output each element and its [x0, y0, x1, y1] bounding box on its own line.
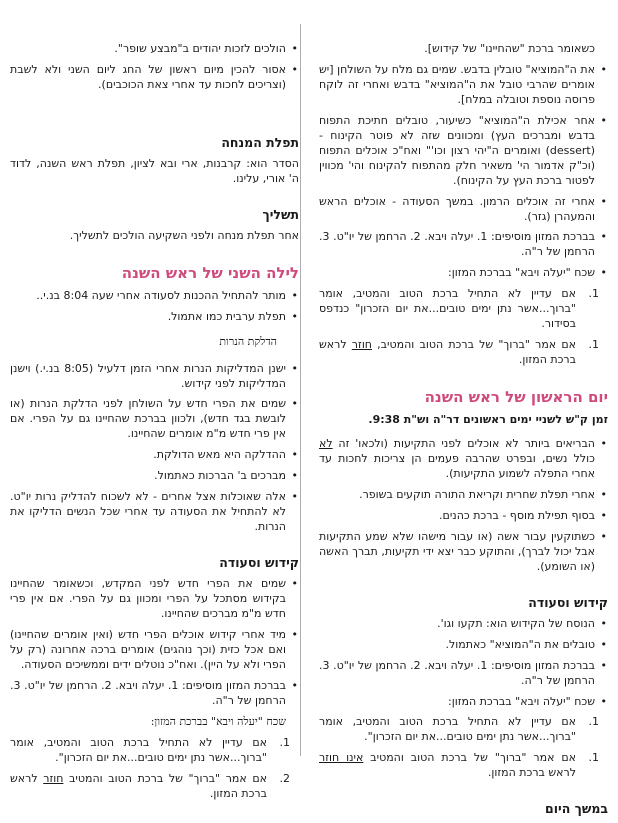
numbered-item	[319, 287, 608, 332]
text-run: אם עדיין לא התחיל ברכת הטוב והמטיב, אומר "ברוך...אשר נתן ימים טובים...את יום הזכרון".	[319, 715, 576, 744]
text-run: אם אמר "ברוך" של ברכת הטוב והמטיב,	[372, 338, 576, 352]
text-run: בברכת המזון מוסיפים: 1. יעלה ויבא. 2. הרחמן של יו"ט. 3. הרחמן של ר"ה.	[10, 678, 287, 707]
section-subtitle	[319, 413, 608, 428]
bullet-marker: •	[291, 678, 298, 692]
text-run: בסוף תפילת מוסף - ברכת כהנים.	[439, 508, 595, 522]
section-heading-pink	[319, 388, 608, 406]
bullet-item	[319, 638, 608, 653]
item-number: 1.	[588, 338, 599, 352]
text-run: לראש ברכת המזון.	[10, 771, 267, 800]
text-run: כשאומר ברכת "שהחיינו" של קידוש].	[424, 42, 595, 55]
bullet-marker: •	[291, 397, 298, 411]
text-run: בברכת המזון מוסיפים: 1. יעלה ויבא. 2. הרחמן של יו"ט. 3. הרחמן של ר"ה.	[319, 658, 596, 687]
bullet-item	[10, 42, 299, 57]
text-run: לא	[319, 437, 333, 451]
text-run: הולכים לזכות יהודים ב"מבצע שופר".	[114, 42, 286, 55]
bullet-item	[319, 488, 608, 503]
paragraph	[10, 157, 299, 187]
note-line	[10, 715, 299, 730]
paragraph	[10, 229, 299, 244]
bullet-marker: •	[600, 487, 607, 501]
text-run: מותר להתחיל ההכנות לסעודה אחרי שעה 8:04 בנ.י..	[36, 288, 286, 302]
text-run: הדלקת הנרות	[219, 334, 277, 348]
section-heading	[10, 135, 299, 150]
bullet-item	[319, 195, 608, 225]
bullet-item	[319, 659, 608, 689]
section-heading	[10, 207, 299, 222]
continuation-paragraph	[319, 42, 608, 57]
text-run: זמן ק"ש לשניי ימים ראשונים דר"ה וש"ת 9:38.	[368, 413, 608, 427]
numbered-item	[319, 338, 608, 368]
bullet-marker: •	[291, 309, 298, 323]
bullet-item	[319, 266, 608, 281]
bullet-item	[10, 310, 299, 325]
text-run: אם אמר "ברוך" של ברכת הטוב והמטיב	[63, 771, 267, 785]
bullet-item	[319, 437, 608, 482]
text-run: אלה שאוכלות אצל אחרים - לא לשכוח להדליק נרות יו"ט. לא להתחיל את הסעודה עד אחרי שכל הנשים הדליקו את הנרות.	[10, 490, 286, 534]
bullet-item	[10, 628, 299, 673]
bullet-item	[319, 509, 608, 524]
text-run: תפלת המנחה	[221, 134, 299, 150]
text-run: חוזר	[43, 771, 64, 785]
text-run: שכח "יעלה ויבא" בברכת המזון:	[448, 266, 595, 280]
text-run: שכח "יעלה ויבא" בברכת המזון:	[448, 694, 595, 708]
column-divider-rule	[300, 24, 301, 756]
text-run: קידוש וסעודה	[219, 555, 299, 571]
bullet-marker: •	[291, 62, 298, 76]
text-run: מיד אחרי קידוש אוכלים הפרי חדש (ואין אומרים שהחיינו) ואם אכל כזית (וכך נוהגים) אומרים ברכה אחרונה (רק על הפרי ולא על היין). ואח"כ נוטלים ידים וממשיכים הסעודה.	[10, 627, 286, 671]
section-heading	[10, 555, 299, 570]
bullet-item	[319, 114, 608, 189]
bullet-marker: •	[600, 658, 607, 672]
bullet-item	[10, 448, 299, 463]
text-run: כשתוקעין עבור אשה (או עבור מישהו שלא שמע התקיעות אבל יכול לברך), והתוקע כבר יצא ידי תקיעות, תברך האשה (או השומע).	[319, 529, 595, 573]
numbered-item	[10, 772, 299, 802]
text-run: אם אמר "ברוך" של ברכת הטוב והמטיב	[363, 751, 576, 765]
numbered-item	[10, 736, 299, 766]
bullet-item	[319, 230, 608, 260]
text-run: במשך היום	[545, 801, 608, 817]
text-run: בברכת המזון מוסיפים: 1. יעלה ויבא. 2. הרחמן של יו"ט. 3. הרחמן של ר"ה.	[319, 230, 596, 259]
text-run: אחרי תפלת שחרית וקריאת התורה תוקעים בשופר.	[359, 487, 595, 501]
bullet-marker: •	[600, 529, 607, 543]
bullet-marker: •	[291, 469, 298, 483]
text-run: אחר אכילת ה"המוציא" כשיעור, טובלים חתיכת התפוח בדבש ומברכים העץ) ומכוונים שזה לא פוטר הקינוח - (dessert) ואומרים ה"יהי רצון וכו'" ואח"כ אוכלים התפוח (וכ"ק אדמור הי' משאיר חלק מהתפוח להקינוח והי' מכווין לפטור ברכת העץ על הקינוח).	[319, 113, 595, 187]
numbered-item	[319, 751, 608, 781]
bullet-marker: •	[291, 490, 298, 504]
text-run: מברכים ב' הברכות כאתמול.	[154, 469, 286, 483]
text-run: תשליך	[262, 206, 299, 222]
text-run: אחרי זה אוכלים הרמון. במשך הסעודה - אוכלים הראש והמעהרן (גזר).	[319, 194, 595, 223]
bullet-marker: •	[600, 266, 607, 280]
bullet-item	[10, 289, 299, 304]
bullet-marker: •	[600, 62, 607, 76]
bullet-marker: •	[600, 194, 607, 208]
text-run: אחר תפלת מנחה ולפני השקיעה הולכים לתשליך.	[69, 228, 299, 242]
text-run: טובלים את ה"המוציא" כאתמול.	[445, 637, 595, 651]
bullet-item	[10, 679, 299, 709]
bullet-marker: •	[600, 637, 607, 651]
column-right	[319, 42, 608, 823]
column-left	[10, 42, 299, 823]
bullet-marker: •	[600, 113, 607, 127]
text-run: אם עדיין לא התחיל ברכת הטוב והמטיב, אומר "ברוך...אשר נתן ימים טובים...את יום הזכרון" כנדפס בסידור.	[319, 287, 576, 331]
subsection-heading	[10, 335, 299, 350]
text-run: אם עדיין לא התחיל ברכת הטוב והמטיב, אומר "ברוך...אשר נתן ימים טובים...את יום הזכרון".	[10, 735, 267, 764]
bullet-marker: •	[600, 694, 607, 708]
text-run: את ה"המוציא" טובלין בדבש. שמים גם מלח על השולחן [יש אומרים שהרבי טובל את ה"המוציא" בדבש ואחרי זה לוקח פרוסה נוספת וטובלה במלח].	[319, 62, 595, 106]
bullet-marker: •	[291, 577, 298, 591]
bullet-item	[319, 617, 608, 632]
text-run: שכח "יעלה ויבא" בברכת המזון:	[150, 714, 286, 728]
bullet-marker: •	[600, 230, 607, 244]
text-run: יום הראשון של ראש השנה	[424, 388, 608, 407]
bullet-item	[10, 490, 299, 535]
bullet-item	[10, 362, 299, 392]
text-run: ישנן המדליקות הנרות אחרי הזמן דלעיל (8:05 בנ.י.) וישנן המדליקות לפני קידוש.	[10, 361, 286, 390]
text-run: תפלת ערבית כמו אתמול.	[167, 309, 286, 323]
text-run: אסור להכין מיום ראשון של החג ליום השני ולא לשבת (וצריכים לחכות עד אחרי צאת הכוכבים).	[10, 62, 286, 91]
text-run: ההדלקה היא מאש הדולקת.	[153, 448, 286, 462]
bullet-item	[319, 63, 608, 108]
bullet-marker: •	[291, 42, 298, 55]
text-run: הבריאים ביותר לא אוכלים לפני התקיעות (ולכאו' זה	[332, 437, 595, 451]
section-heading	[319, 595, 608, 610]
text-run: חוזר	[351, 338, 372, 352]
text-run: קידוש וסעודה	[528, 594, 608, 610]
item-number: 1.	[588, 751, 599, 765]
bullet-item	[319, 695, 608, 710]
section-heading-pink	[10, 264, 299, 282]
bullet-marker: •	[600, 508, 607, 522]
bullet-marker: •	[291, 627, 298, 641]
bullet-item	[10, 63, 299, 93]
bullet-marker: •	[600, 616, 607, 630]
text-run: אינו חוזר	[319, 751, 364, 765]
numbered-item	[319, 715, 608, 745]
text-run: לראש ברכת המזון.	[487, 766, 576, 780]
bullet-marker: •	[291, 288, 298, 302]
item-number: 2.	[279, 771, 290, 785]
section-heading	[319, 801, 608, 816]
bullet-item	[319, 530, 608, 575]
text-run: הסדר הוא: קרבנות, ארי ובא לציון, תפלת ראש השנה, לדוד ה' אורי, עלינו.	[10, 156, 299, 185]
bullet-marker: •	[291, 361, 298, 375]
text-run: לראש ברכת המזון.	[319, 338, 576, 367]
item-number: 1.	[588, 287, 599, 301]
item-number: 1.	[279, 735, 290, 749]
two-column-layout	[10, 42, 608, 823]
text-run: שמים את הפרי חדש לפני המקדש, וכשאומר שהחיינו בקידוש מסתכל על הפרי ומכוון גם על הפרי. אם אין פרי חדש מ"מ מברכים שהחיינו.	[10, 577, 286, 621]
item-number: 1.	[588, 715, 599, 729]
text-run: לילה השני של ראש השנה	[121, 263, 299, 282]
bullet-marker: •	[291, 448, 298, 462]
bullet-item	[10, 397, 299, 442]
bullet-marker: •	[600, 437, 607, 451]
text-run: הנוסח של הקידוש הוא: תקעו וגו'.	[437, 616, 595, 630]
bullet-item	[10, 577, 299, 622]
text-run: כולל נשים, ובפרט שהרבה פעמים הן צריכות לחכות עד אחרי התפלה לשמוע התקיעות).	[319, 452, 595, 480]
bullet-item	[10, 469, 299, 484]
text-run: שמים את הפרי חדש על השולחן לפני הדלקת הנרות (או לובשת בגד חדש), ולכוון בברכת שהחיינו גם על הפרי. אם אין פרי חדש מ"מ אומרים שהחיינו.	[10, 397, 286, 441]
